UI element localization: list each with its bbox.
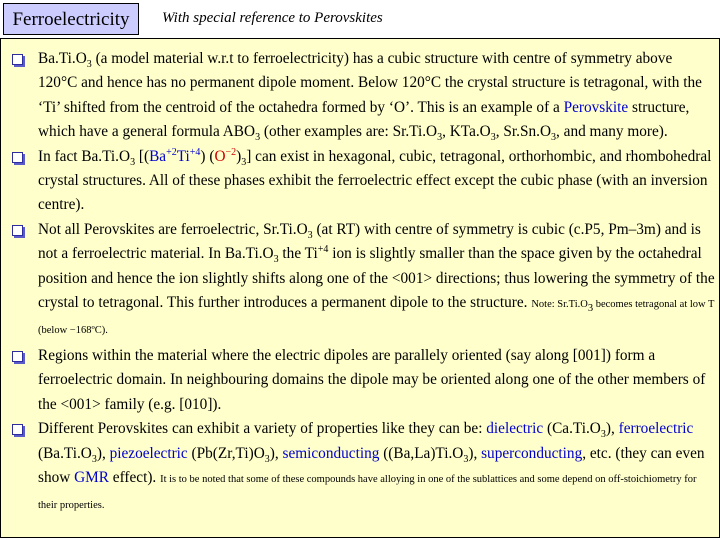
superscript: +4 bbox=[189, 146, 201, 158]
list-item bbox=[9, 218, 715, 344]
highlight-term: Perovskite bbox=[563, 98, 629, 116]
text: effect). bbox=[108, 468, 161, 486]
text: Different Perovskites can exhibit a variety of properties like they can be: bbox=[38, 420, 487, 438]
text: (Pb(Zr,Ti)O bbox=[187, 444, 265, 462]
text: (at RT) with centre of symmetry is cubic (c.P5, Pm–3m) and is not a ferroelectric material. In Ba.Ti.O bbox=[38, 220, 701, 263]
subscript: 3 bbox=[551, 132, 556, 144]
checkbox-bullet-icon bbox=[12, 424, 23, 435]
text: Regions within the material where the electric dipoles are parallely oriented (say along [001]) form a ferroelectric domain. In neighbouring domains the dipole may be oriented along one of the other members of the <001> family (e.g. [010]). bbox=[38, 346, 706, 413]
text: ion is slightly smaller than the space given by the octahedral position and hence the ion slightly shifts along one of the <001> directions; thus lowering the symmetry of the crystal to tetragonal. This further introduces a permanent dipole to the structure. bbox=[38, 245, 715, 312]
text: ((Ba,La)Ti.O bbox=[379, 444, 464, 462]
text: ) ( bbox=[200, 147, 215, 165]
text: ), bbox=[269, 444, 283, 462]
text: ), bbox=[96, 444, 110, 462]
superscript: +2 bbox=[166, 146, 177, 158]
text: , Sr.Sn.O bbox=[495, 123, 551, 141]
text: ), bbox=[468, 444, 482, 462]
checkbox-bullet-icon bbox=[12, 152, 23, 163]
text: structure, which have a general formula ABO bbox=[38, 98, 690, 141]
text: In fact Ba.Ti.O bbox=[38, 147, 131, 165]
slide-subtitle: With special reference to Perovskites bbox=[162, 10, 383, 26]
list-item bbox=[9, 47, 715, 145]
highlight-term: dielectric bbox=[486, 420, 544, 438]
small-note: It is to be noted that some of these compounds have alloying in one of the sublattices and some depend on off-stoichiometry for their properties. bbox=[38, 473, 697, 512]
highlight-term: GMR bbox=[74, 468, 109, 486]
text: , etc. (they can even show bbox=[38, 444, 705, 486]
subscript: 3 bbox=[255, 132, 261, 144]
subscript: 3 bbox=[130, 156, 136, 168]
text: (Ba.Ti.O bbox=[38, 444, 92, 462]
highlight-ion: O bbox=[214, 147, 226, 165]
bullet-list bbox=[9, 47, 715, 519]
text: , and many more). bbox=[556, 123, 668, 141]
highlight-term: piezoelectric bbox=[109, 444, 188, 462]
subscript: 3 bbox=[307, 229, 313, 241]
highlight-term: superconducting bbox=[481, 444, 583, 462]
highlight-ion: Ti bbox=[176, 147, 190, 165]
superscript: +4 bbox=[317, 244, 329, 256]
text: (other examples are: Sr.Ti.O bbox=[260, 123, 438, 141]
text: ), bbox=[605, 420, 619, 438]
slide-title: Ferroelectricity bbox=[3, 3, 139, 35]
subscript: 3 bbox=[490, 132, 496, 144]
text: (a model material w.r.t to ferroelectricity) has a cubic structure with centre of symmetry above 120°C and hence has no permanent dipole moment. Below 120°C the crystal structure is tetragonal, with the ‘Ti’ shifted from the centroid of the octahedra formed by ‘O’. This is an example of a bbox=[38, 50, 702, 116]
highlight-term: semiconducting bbox=[282, 444, 380, 462]
small-note: becomes tetragonal at low T (below −168ºC). bbox=[38, 299, 715, 337]
text: [( bbox=[135, 147, 150, 165]
subscript: 3 bbox=[86, 59, 92, 71]
small-note: Note: Sr.Ti.O bbox=[531, 299, 588, 311]
subscript: 3 bbox=[463, 453, 469, 465]
text: Not all Perovskites are ferroelectric, Sr.Ti.O bbox=[38, 220, 308, 238]
highlight-ion: Ba bbox=[149, 147, 167, 165]
highlight-term: ferroelectric bbox=[618, 420, 694, 438]
checkbox-bullet-icon bbox=[12, 351, 23, 362]
subscript: 3 bbox=[241, 156, 247, 168]
text: ] can exist in hexagonal, cubic, tetragonal, orthorhombic, and rhombohedral crystal structures. All of these phases exhibit the ferroelectric effect except the cubic phase (with an inversion centre). bbox=[38, 147, 712, 214]
list-item bbox=[9, 145, 715, 218]
text: ) bbox=[236, 147, 242, 165]
text: Ba.Ti.O bbox=[38, 50, 87, 67]
subscript: 3 bbox=[264, 453, 270, 465]
subscript: 3 bbox=[600, 429, 606, 441]
list-item bbox=[9, 417, 715, 519]
checkbox-bullet-icon bbox=[12, 54, 23, 65]
content-panel bbox=[0, 38, 720, 538]
superscript: −2 bbox=[225, 146, 237, 158]
text: the Ti bbox=[278, 245, 318, 263]
subscript: 3 bbox=[587, 303, 594, 315]
subscript: 3 bbox=[437, 132, 443, 144]
subscript: 3 bbox=[273, 254, 279, 266]
checkbox-bullet-icon bbox=[12, 225, 23, 236]
text: , KTa.O bbox=[442, 123, 491, 141]
list-item bbox=[9, 344, 715, 417]
subscript: 3 bbox=[91, 453, 97, 465]
text: (Ca.Ti.O bbox=[543, 420, 601, 438]
